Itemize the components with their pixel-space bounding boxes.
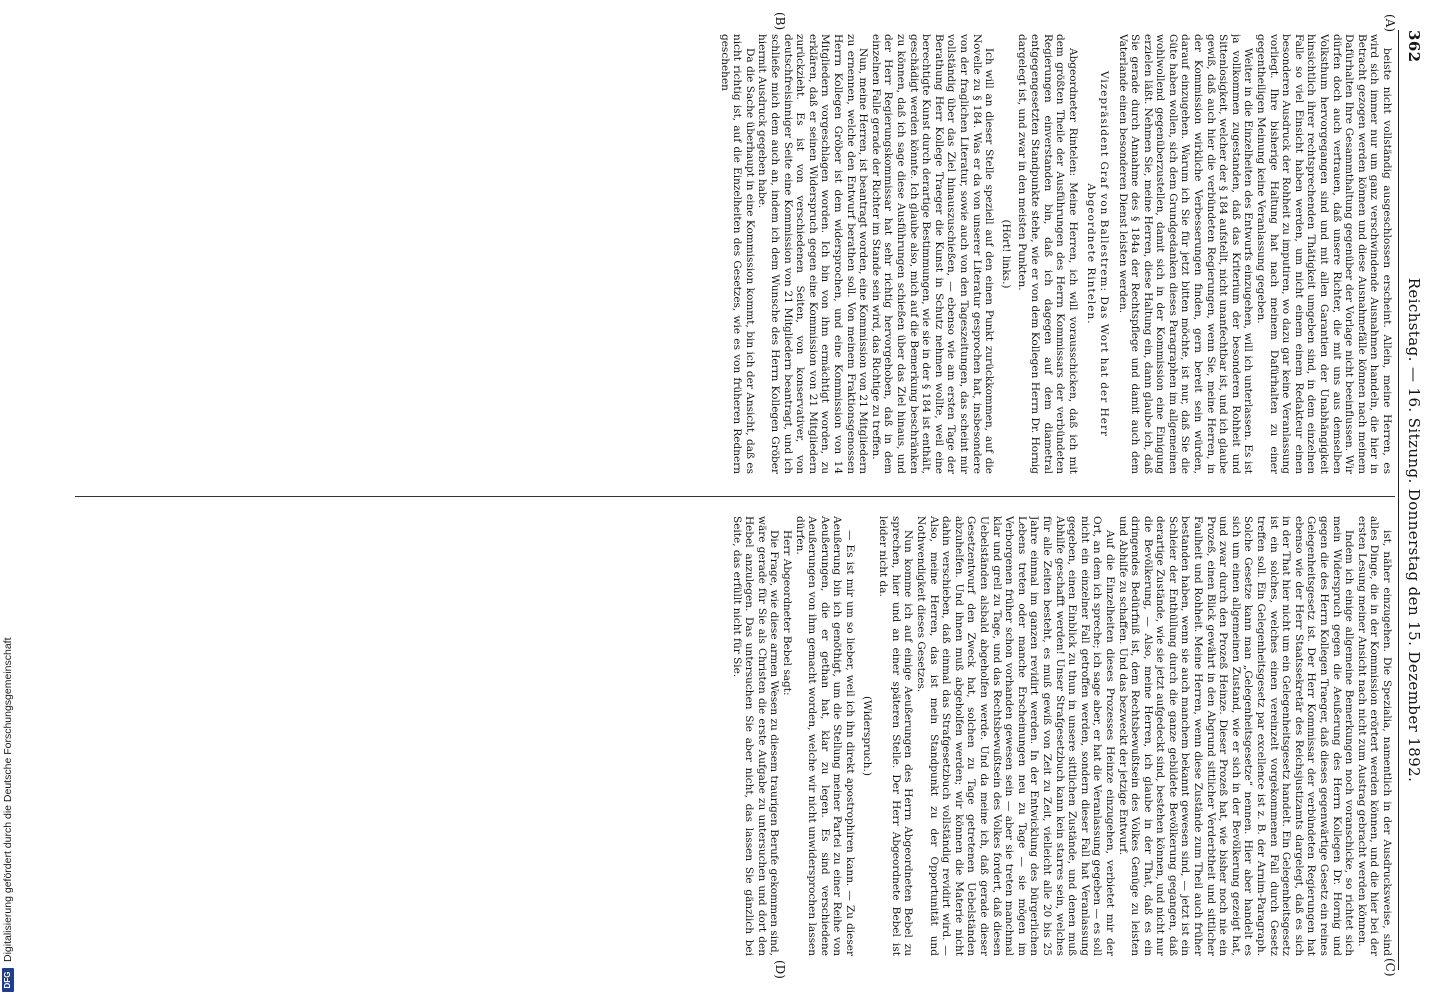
speaker-line: Vizepräsident Graf von Ballestrem: Das Wort hat der Herr Abgeordnete Rintelen. bbox=[1085, 71, 1110, 437]
interjection: (Hört! links.) bbox=[999, 219, 1012, 289]
page-title: Reichstag. — 16. Sitzung. Donnerstag den 15. Dezember 1892. bbox=[1405, 277, 1423, 783]
digitization-footer bbox=[0, 0, 18, 1000]
paragraph: Abgeordneter Rintelen: Meine Herren, ich will vorausschicken, daß ich mit dem größten Theile der Ausführungen des Herrn Kommissars der verbündeten Regierungen einverstanden bin, daß ich dagegen auf dem diametral entgegengesetzten Standpunkte stehe, wie er von dem Kollegen Herrn Dr. Hornig dargelegt ist, und zwar in den meisten Punkten. bbox=[1016, 34, 1079, 474]
paragraph: Nun komme ich auf einige Aeußerungen des Herrn Abgeordneten Bebel zu sprechen, hier und an einer späteren Stelle. Der Herr Abgeordnete Bebel ist leider nicht da. bbox=[877, 516, 915, 956]
header-rule bbox=[1398, 30, 1399, 970]
paragraph: Nun, meine Herren, ist beantragt worden, eine Kommission von 21 Mitgliedern zu ernennen, welche den Entwurf berathen soll. Von meinem Fraktionsgenossen Herrn Kollegen Gröber ist dem widersprochen, und eine Kommission von 14 Mitgliedern vorgeschlagen worden. Ich bin von ihm ermächtigt worden, zu erklären, daß er seinen Widerspruch gegen eine Kommission von 21 Mitgliedern zurückzieht. Es ist von verschiedenen Seiten, von konservativer, von deutschfreisinniger Seite eine Kommission von 21 Mitgliedern beantragt, und ich schließe mich dem auch an, indem ich dem Wunsche des Herrn Kollegen Gröber hiermit Ausdruck gegeben habe. bbox=[756, 34, 870, 474]
margin-marker-d: (D) bbox=[773, 960, 787, 979]
interjection: (Widerspruch.) bbox=[860, 696, 873, 776]
margin-marker-a: (A) bbox=[1383, 14, 1397, 33]
page-number: 362 bbox=[1405, 30, 1423, 63]
paragraph: ist, näher einzugehen. Die Spezialia, namentlich in der Ausdrucksweise, sind alles Dinge, die in der Kommission erörtert werden können, und die hier bei der ersten Lesung meiner Ansicht nach nicht zum Austrag gebracht werden können. bbox=[1355, 516, 1393, 956]
left-column bbox=[73, 34, 1393, 474]
dfg-logo-icon: DFG bbox=[2, 968, 14, 992]
paragraph: Auf die Einzelheiten dieses Prozesses Heinze einzugehen, verbietet mir der Ort, an dem ich spreche; ich sage aber, er hat die Veranlassung gegeben — es soll nicht ein einzelner Fall getroffen werden, sondern dieser Fall hat Veranlassung gegeben, einen Einblick zu thun in unsere sittlichen Zustände, und denen muß Abhilfe geschafft werden! Unser Strafgesetzbuch kann kein starres sein, welches für alle Zeiten besteht, es muß gewiß von Zeit zu Zeit, vielleicht alle 20 bis 25 Jahre einmal im ganzen revidirt werden. In der Entwicklung des bürgerlichen Lebens treten oder manche Erscheinungen neu zu Tage — sie mögen im Verborgenen früher schon vorhanden gewesen sein — aber sie treten manchmal klar und grell zu Tage, und das Rechtsbewußtsein des Volkes fordert, daß diesen Uebelständen alsbald abgeholfen werde. Und da meine ich, daß gerade dieser Gesetzentwurf den Zweck hat, solchen zu Tage getretenen Uebelständen abzuhelfen. Und ihnen muß abgeholfen werden; wir können die Materie nicht dahin verschieben, daß einmal das Strafgesetzbuch vollständig revidirt wird. — Also, meine Herren, das ist mein Standpunkt zu der Opportunität und Nothwendigkeit dieses Gesetzes. bbox=[915, 516, 1116, 956]
margin-marker-b: (B) bbox=[773, 12, 787, 31]
paragraph: — Es ist mir um so lieber, weil ich ihn direkt apostrophiren kann. — Zu dieser Aeußerung bin ich genöthigt, um die Stellung meiner Partei zu einer Reihe von Aeußerungen, die er gethan hat, klar zu legen. Es sind verschiedene Aeußerungen von ihm gemacht worden, welche wir nicht unwidersprochen lassen dürfen. bbox=[793, 516, 857, 956]
paragraph: Ich will an dieser Stelle speziell auf den einen Punkt zurückkommen, auf die Novelle zu § 184. Was er da von unserer Literatur gesprochen hat, insbesondere von der fraglichen Literatur, sowie auch von den Tageszeitungen, das scheint mir vollständig über das Ziel hinauszuschießen, — ebenso wie am ersten Tage der Berathung Herr Kollege Traeger die Kunst in Schutz nehmen wollte, weil eine berechtigte Kunst durch derartige Bestimmungen, wie sie in der § 184 ist enthält, geschädigt werden könnte. Ich glaube also, mich auf die Bemerkung beschränken zu können, daß ich sage diese Ausführungen schießen über das Ziel hinaus, und der Herr Regierungskommissar hat sehr richtig hervorgehoben, daß in dem einzelnen Falle gerade der Richter im Stande sein wird, das Richtige zu treffen. bbox=[869, 34, 996, 474]
paragraph: Da die Sache überhaupt in eine Kommission kommt, bin ich der Ansicht, daß es nicht richtig ist, auf die Einzelheiten des Gesetzes, wie es von früheren Rednern geschehen bbox=[718, 34, 756, 474]
paragraph: Indem ich einige allgemeine Bemerkungen noch voranschicke, so richtet sich mein Widerspruch gegen die Aeußerung des Herrn Kollegen Dr. Hornig und gegen die des Herrn Kollegen Traeger, daß dieses gegenwärtige Gesetz ein reines Gelegenheitsgesetz ist. Der Herr Kommissar der verbündeten Regierungen hat ebenso wie der Herr Staatssekretär des Reichsjustizamts dargelegt, daß es sich in der That hier nicht um ein Gelegenheitsgesetz handelt. Ein Gelegenheitsgesetz ist ein solches, welches einen vereinzelt vorgekommenen Fall durch Gesetz treffen soll. Ein Gelegenheitsgesetz par excellence ist z. B. der Arnim-Paragraph. Solche Gesetze kann man „Gelegenheitsgesetze“ nennen. Hier aber handelt es sich um einen allgemeinen Zustand, wie er sich in der Bevölkerung gezeigt hat, und zwar durch den Prozeß Heinze. Dieser Prozeß hat, wie bisher noch nie ein Prozeß, einen Blick gewährt in den Abgrund sittlicher Verderbtheit und sittlicher Faulheit und Rohheit. Meine Herren, wenn diese Zustände zum Theil auch früher bestanden haben, wenn sie auch manchem bekannt gewesen sind, — jetzt ist ein Schleier der Enthüllung durch die ganze gebildete Bevölkerung gegangen, daß derartige Zustände, wie sie jetzt aufgedeckt sind, bestehen können, und nicht nur die Bevölkerung, — Also, meine Herren, ich glaube in der That, daß es ein dringendes Bedürfniß ist, dem Rechtsbewußtsein des Volkes Genüge zu leisten und Abhilfe zu schaffen. Und das bezweckt der jetzige Entwurf. bbox=[1116, 516, 1356, 956]
margin-marker-c: (C) bbox=[1383, 958, 1397, 977]
quotation: Die Frage, wie diese armen Wesen zu diesem traurigen Berufe gekommen sind, wäre gerade für Sie als Christen die erste Aufgabe zu untersuchen und dort den Hebel anzulegen. Das untersuchen Sie aber nicht, das lassen Sie gänzlich bei Seite, das erfüllt nicht für Sie. bbox=[730, 516, 781, 956]
document-page bbox=[37, 12, 1427, 980]
column-separator bbox=[75, 496, 1395, 497]
page-header bbox=[1401, 30, 1427, 970]
right-column bbox=[73, 516, 1393, 956]
paragraph: beiste nicht vollständig ausgeschlossen erscheint. Allein, meine Herren, es wird sich immer nur um ganz verschwindende Ausnahmen handeln, die hier in Betracht gezogen werden können und diese Ausnahmefälle können nach meinem Dafürhalten Ihre Gesammthaltung gegenüber der Vorlage nicht beeinflussen. Wir dürfen doch auch vertrauen, daß unsere Richter, die mit uns aus demselben Volksthum hervorgegangen sind und mit allen Garantien der Unabhängigkeit hinsichtlich ihrer rechtsprechenden Thätigkeit umgeben sind, in dem einzelnen Falle so viel Einsicht haben werden, um nicht einem einem Redakteur einen besonderen Ausdruck der Rohheit zu imputiren, wo dazu gar keine Veranlassung vorliegt. Ihre bisherige Haltung hat nach meinem Dafürhalten zu einer gegentheiligen Meinung keine Veranlassung gegeben. bbox=[1255, 34, 1393, 474]
footer-text: Digitalisierung gefördert durch die Deutsche Forschungsgemeinschaft bbox=[2, 637, 14, 962]
paragraph: Weiter in die Einzelheiten des Entwurfs einzugehen, will ich unterlassen. Es ist ja vollkommen zugestanden, daß das Kriterium der besonderen Rohheit und Sittenlosigkeit, welcher der § 184 aufstellt, nicht unanfechtbar ist, und ich glaube gewiß, daß auch hier die verbündeten Regierungen, wenn Sie, meine Herren, in der Kommission wirkliche Verbesserungen finden, gern bereit sein würden, darauf einzugehen. Warum ich Sie für jetzt bitten möchte, ist nur, daß Sie die Güte haben wollen, sich dem Grundgedanken dieses Paragraphen im allgemeinen wohlwollend gegenüberzustellen, damit sich in der Kommission eine Einigung erzielen läßt. Nehmen Sie, meine Herren, diese Haltung ein, dann glaube ich, daß Sie gerade durch Annahme des § 184a der Rechtspflege und damit auch dem Vaterlande einen besonderen Dienst leisten werden. bbox=[1116, 34, 1255, 474]
paragraph: Herr Abgeordneter Bebel sagt: bbox=[781, 530, 794, 696]
